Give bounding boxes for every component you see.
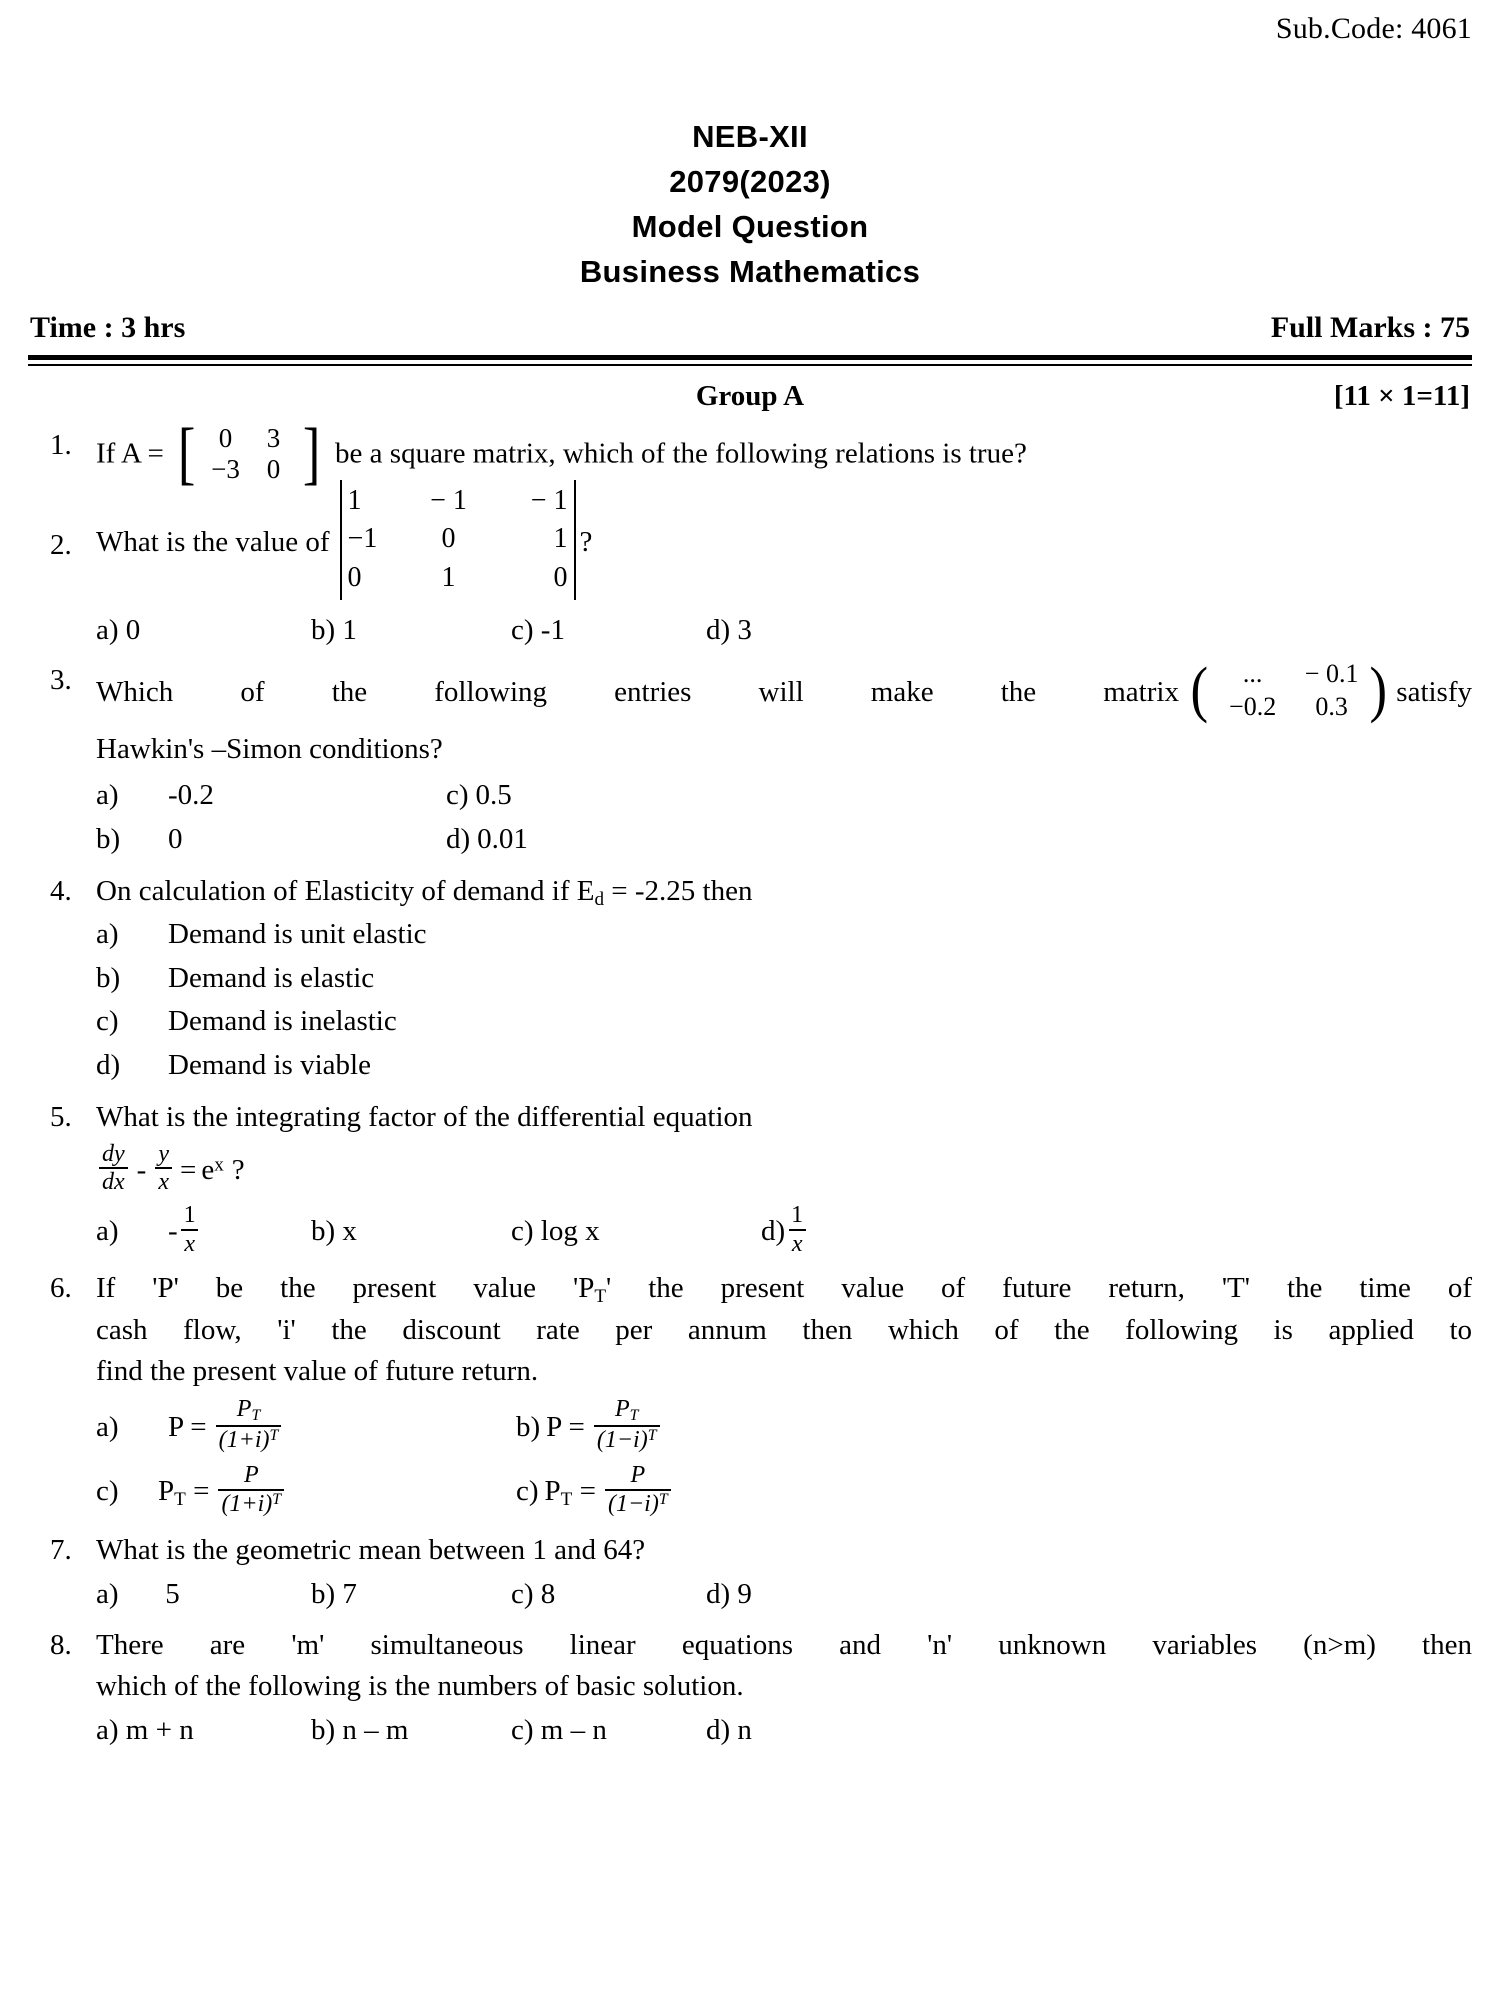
option-label: c) bbox=[511, 1578, 534, 1611]
option-label: a) bbox=[96, 613, 119, 646]
fraction-numerator: P bbox=[243, 1462, 259, 1488]
lhs-equals: = bbox=[185, 1474, 210, 1507]
question-body bbox=[96, 1268, 1472, 1520]
options-row bbox=[96, 1573, 1472, 1617]
option-label: d) bbox=[706, 613, 731, 646]
bracket-right-icon: ] bbox=[303, 414, 321, 492]
option-a bbox=[96, 1204, 311, 1260]
formula-fraction bbox=[594, 1396, 660, 1454]
rhs-exponent: x bbox=[214, 1154, 224, 1176]
option-b bbox=[96, 957, 1472, 1001]
paren-left-icon: ( bbox=[1190, 656, 1209, 725]
differential-equation bbox=[96, 1140, 1472, 1199]
denominator-base: (1−i) bbox=[596, 1427, 648, 1454]
option-label: a) bbox=[96, 1578, 119, 1611]
subject-code: Sub.Code: 4061 bbox=[1275, 12, 1472, 45]
question-body bbox=[96, 1530, 1472, 1617]
options-stack bbox=[96, 913, 1472, 1087]
option-value: m + n bbox=[125, 1713, 194, 1746]
option-label: a) bbox=[96, 779, 119, 812]
options-row bbox=[96, 1204, 1472, 1260]
fraction-denominator bbox=[605, 1489, 671, 1518]
options-row bbox=[96, 1709, 1472, 1753]
option-a bbox=[96, 774, 446, 818]
question-text-cont: be a square matrix, which of the following relations is true? bbox=[335, 437, 1027, 470]
option-d bbox=[706, 609, 752, 653]
option-c bbox=[96, 1000, 1472, 1044]
question-text-line2: which of the following is the numbers of basic solution. bbox=[96, 1669, 744, 1702]
subject-name: Business Mathematics bbox=[579, 253, 921, 289]
option-label: c) bbox=[96, 1475, 119, 1508]
question-item bbox=[28, 1625, 1472, 1753]
matrix-cell: 0.3 bbox=[1315, 691, 1348, 721]
option-d bbox=[96, 1044, 1472, 1088]
option-b bbox=[96, 818, 446, 862]
option-value: n bbox=[737, 1713, 752, 1746]
option-c bbox=[511, 609, 706, 653]
question-text-part1: On calculation of Elasticity of demand if E bbox=[96, 875, 595, 908]
option-sign: - bbox=[168, 1215, 178, 1248]
option-d bbox=[761, 1204, 809, 1260]
question-text-part1: If 'P' be the present value 'P bbox=[96, 1272, 595, 1305]
question-body bbox=[96, 656, 1472, 861]
option-b bbox=[311, 1709, 511, 1753]
question-number: 8. bbox=[50, 1628, 72, 1661]
option-label: b) bbox=[311, 1713, 336, 1746]
matrix-A bbox=[175, 414, 324, 492]
option-label: c) bbox=[446, 779, 469, 812]
lhs-base: P bbox=[544, 1474, 561, 1507]
question-text-part2: ' the present value of future return, 'T' the time of bbox=[606, 1272, 1472, 1305]
option-value: 5 bbox=[165, 1578, 180, 1611]
determinant-cell: 1 bbox=[553, 523, 568, 555]
paper-type: Model Question bbox=[631, 208, 869, 244]
formula-c2 bbox=[516, 1464, 1472, 1520]
option-c bbox=[446, 774, 1472, 818]
option-c bbox=[511, 1210, 761, 1254]
option-label: c) bbox=[511, 613, 534, 646]
option-label: c) bbox=[96, 1005, 119, 1038]
question-mark: ? bbox=[231, 1153, 245, 1186]
formula-lhs bbox=[545, 1471, 596, 1513]
option-value: log x bbox=[540, 1215, 600, 1248]
option-a bbox=[96, 1573, 311, 1617]
option-value: Demand is inelastic bbox=[168, 1005, 397, 1038]
fraction-denominator bbox=[218, 1489, 284, 1518]
fraction-y-x bbox=[155, 1141, 172, 1197]
question-number: 4. bbox=[50, 875, 72, 908]
question-text: What is the integrating factor of the differential equation bbox=[96, 1101, 753, 1134]
question-text: Which of the following entries will make the matrix bbox=[96, 676, 1179, 709]
option-value: Demand is elastic bbox=[168, 961, 375, 994]
question-text: What is the geometric mean between 1 and 64? bbox=[96, 1533, 646, 1566]
determinant-cell: 0 bbox=[347, 562, 362, 594]
numerator-subscript: T bbox=[629, 1407, 639, 1425]
question-item bbox=[28, 871, 1472, 1087]
question-item bbox=[28, 483, 1472, 652]
fraction-denominator bbox=[594, 1425, 660, 1454]
fraction-denominator: x bbox=[155, 1167, 172, 1196]
denominator-exponent: T bbox=[658, 1490, 668, 1508]
matrix-cell: −3 bbox=[211, 453, 240, 484]
option-label: b) bbox=[311, 1215, 336, 1248]
option-label: a) bbox=[96, 1410, 119, 1443]
option-label: d) bbox=[446, 822, 471, 855]
formula-fraction bbox=[216, 1396, 282, 1454]
option-label: d) bbox=[761, 1215, 786, 1248]
full-marks: Full Marks : 75 bbox=[1270, 310, 1470, 344]
option-value: 0.5 bbox=[475, 779, 512, 812]
fraction-dy-dx bbox=[99, 1141, 128, 1197]
bracket-left-icon: [ bbox=[178, 414, 196, 492]
formula-fraction bbox=[218, 1462, 284, 1518]
determinant-cell: 0 bbox=[553, 562, 568, 594]
fraction-one-over-x bbox=[181, 1202, 199, 1258]
option-d bbox=[446, 818, 1472, 862]
exam-meta-row bbox=[0, 295, 1500, 345]
question-text-line2: Hawkin's –Simon conditions? bbox=[96, 733, 443, 766]
option-label: a) bbox=[96, 1215, 119, 1248]
denominator-exponent: T bbox=[647, 1427, 657, 1444]
option-value: 9 bbox=[737, 1578, 752, 1611]
fraction-numerator: P bbox=[630, 1462, 646, 1488]
option-value: Demand is viable bbox=[168, 1048, 371, 1081]
determinant-cell: 1 bbox=[441, 562, 456, 594]
question-item bbox=[28, 656, 1472, 861]
hawkins-matrix bbox=[1189, 658, 1388, 723]
option-value: 7 bbox=[342, 1578, 357, 1611]
question-text-cont: ? bbox=[579, 526, 593, 559]
option-a bbox=[96, 609, 311, 653]
determinant-bar-left bbox=[340, 480, 342, 600]
fraction-numerator bbox=[234, 1396, 263, 1425]
fraction-numerator: 1 bbox=[791, 1202, 804, 1229]
question-body bbox=[96, 871, 1472, 1087]
question-item bbox=[28, 1530, 1472, 1617]
option-value: 8 bbox=[540, 1578, 556, 1611]
board-name: NEB-XII bbox=[692, 119, 808, 154]
fraction-one-over-x bbox=[788, 1202, 806, 1258]
option-c bbox=[511, 1709, 706, 1753]
option-b bbox=[311, 1573, 511, 1617]
option-label: d) bbox=[706, 1713, 731, 1746]
numerator-base: P bbox=[236, 1396, 252, 1423]
question-text-line3: find the present value of future return. bbox=[96, 1355, 539, 1388]
fraction-numerator: dy bbox=[102, 1140, 125, 1167]
numerator-base: P bbox=[614, 1396, 630, 1423]
denominator-base: (1+i) bbox=[218, 1427, 270, 1454]
time-allowed: Time : 3 hrs bbox=[30, 310, 186, 344]
question-body bbox=[96, 483, 1472, 652]
question-number: 7. bbox=[50, 1533, 72, 1566]
group-header-row bbox=[0, 366, 1500, 413]
paren-right-icon: ) bbox=[1369, 656, 1387, 725]
option-value: 3 bbox=[737, 613, 752, 646]
determinant-bar-right bbox=[574, 480, 576, 600]
option-b bbox=[311, 1210, 511, 1254]
formula-c1 bbox=[96, 1464, 516, 1520]
determinant-matrix bbox=[338, 480, 578, 600]
question-body bbox=[96, 1097, 1472, 1260]
option-value: -1 bbox=[540, 613, 565, 646]
question-text-line2: cash flow, 'i' the discount rate per annum then which of the following is applied to bbox=[96, 1313, 1472, 1346]
option-c bbox=[511, 1573, 706, 1617]
option-a bbox=[96, 1709, 311, 1753]
denominator-exponent: T bbox=[269, 1427, 279, 1444]
question-number: 1. bbox=[50, 428, 72, 461]
lhs-subscript: T bbox=[174, 1488, 186, 1510]
question-text-cont: satisfy bbox=[1396, 676, 1472, 709]
determinant-cell: −1 bbox=[347, 523, 378, 555]
determinant-cell: − 1 bbox=[430, 484, 467, 516]
option-value: x bbox=[342, 1215, 357, 1248]
question-number: 6. bbox=[50, 1272, 72, 1305]
question-body bbox=[96, 1625, 1472, 1753]
equals-operator: = bbox=[179, 1153, 197, 1186]
option-d bbox=[706, 1573, 752, 1617]
lhs-equals: = bbox=[572, 1474, 596, 1507]
fraction-numerator bbox=[612, 1396, 641, 1425]
determinant-cell: − 1 bbox=[530, 484, 568, 516]
elasticity-subscript: d bbox=[594, 889, 605, 911]
pt-subscript: T bbox=[594, 1285, 607, 1307]
option-label: c) bbox=[516, 1475, 539, 1508]
fraction-numerator: y bbox=[158, 1140, 169, 1167]
formula-a bbox=[96, 1398, 516, 1456]
options-row bbox=[96, 609, 1472, 653]
option-label: b) bbox=[96, 961, 121, 994]
question-item bbox=[28, 1268, 1472, 1520]
lhs-subscript: T bbox=[560, 1488, 573, 1510]
formula-lhs: P = bbox=[168, 1410, 207, 1443]
option-label: a) bbox=[96, 1713, 119, 1746]
matrix-cell: 0 bbox=[218, 422, 233, 453]
formula-lhs: P = bbox=[546, 1410, 585, 1443]
fraction-denominator: x bbox=[789, 1229, 806, 1258]
denominator-base: (1+i) bbox=[221, 1491, 273, 1517]
option-value: -0.2 bbox=[168, 779, 214, 812]
matrix-cell: ... bbox=[1242, 659, 1263, 689]
options-two-column bbox=[96, 774, 1472, 861]
question-text-line1: There are 'm' simultaneous linear equations and 'n' unknown variables (n>m) then bbox=[96, 1628, 1472, 1661]
matrix-cell: 0 bbox=[266, 453, 281, 484]
determinant-cell: 1 bbox=[347, 484, 362, 516]
option-value: m – n bbox=[540, 1713, 607, 1746]
rhs-base: e bbox=[201, 1153, 215, 1186]
option-value: 0 bbox=[125, 613, 141, 646]
option-d bbox=[706, 1709, 752, 1753]
option-label: c) bbox=[511, 1713, 534, 1746]
denominator-base: (1−i) bbox=[607, 1491, 659, 1517]
option-label: d) bbox=[96, 1048, 121, 1081]
rhs-expression bbox=[201, 1150, 223, 1191]
option-value: n – m bbox=[342, 1713, 409, 1746]
options-column-left bbox=[96, 774, 446, 861]
fraction-denominator: dx bbox=[99, 1167, 128, 1196]
option-label: b) bbox=[96, 822, 121, 855]
option-value: 0 bbox=[168, 822, 183, 855]
fraction-denominator bbox=[216, 1425, 282, 1454]
option-b bbox=[311, 609, 511, 653]
group-marks: [11 × 1=11] bbox=[1333, 379, 1470, 412]
question-number: 2. bbox=[50, 528, 72, 561]
denominator-exponent: T bbox=[272, 1490, 282, 1508]
exam-year: 2079(2023) bbox=[669, 163, 831, 199]
question-item bbox=[28, 414, 1472, 492]
option-label: b) bbox=[311, 1578, 336, 1611]
minus-operator: - bbox=[136, 1153, 147, 1186]
numerator-subscript: T bbox=[251, 1407, 261, 1425]
question-text: What is the value of bbox=[96, 526, 330, 559]
question-item bbox=[28, 1097, 1472, 1260]
question-text bbox=[96, 871, 1472, 913]
question-body bbox=[96, 414, 1472, 492]
option-a bbox=[96, 913, 1472, 957]
option-value: Demand is unit elastic bbox=[168, 918, 427, 951]
formula-b bbox=[516, 1398, 1472, 1456]
fraction-numerator: 1 bbox=[183, 1202, 196, 1229]
option-label: b) bbox=[311, 613, 336, 646]
matrix-cell: −0.2 bbox=[1229, 691, 1277, 721]
option-label: d) bbox=[706, 1578, 731, 1611]
fraction-denominator: x bbox=[181, 1229, 198, 1258]
determinant-cell: 0 bbox=[441, 523, 456, 555]
matrix-cell: − 0.1 bbox=[1304, 659, 1359, 689]
option-label: b) bbox=[516, 1410, 541, 1443]
question-text-line1 bbox=[96, 1268, 1472, 1310]
question-text: If A = bbox=[96, 437, 164, 470]
formula-fraction bbox=[605, 1462, 671, 1518]
formula-row-2 bbox=[96, 1464, 1472, 1520]
matrix-cell: 3 bbox=[266, 422, 281, 453]
question-text-part2: = -2.25 then bbox=[604, 875, 753, 908]
group-label: Group A bbox=[695, 379, 805, 412]
option-value: 1 bbox=[342, 613, 357, 646]
formula-lhs bbox=[158, 1471, 209, 1513]
option-label: a) bbox=[96, 918, 119, 951]
formula-row-1 bbox=[96, 1398, 1472, 1456]
question-number: 5. bbox=[50, 1101, 72, 1134]
header-divider bbox=[28, 355, 1472, 366]
question-list bbox=[0, 413, 1500, 1753]
option-value: 0.01 bbox=[477, 822, 528, 855]
option-label: c) bbox=[511, 1215, 534, 1248]
options-column-right bbox=[446, 774, 1472, 861]
question-number: 3. bbox=[50, 664, 72, 697]
lhs-base: P bbox=[158, 1474, 175, 1507]
